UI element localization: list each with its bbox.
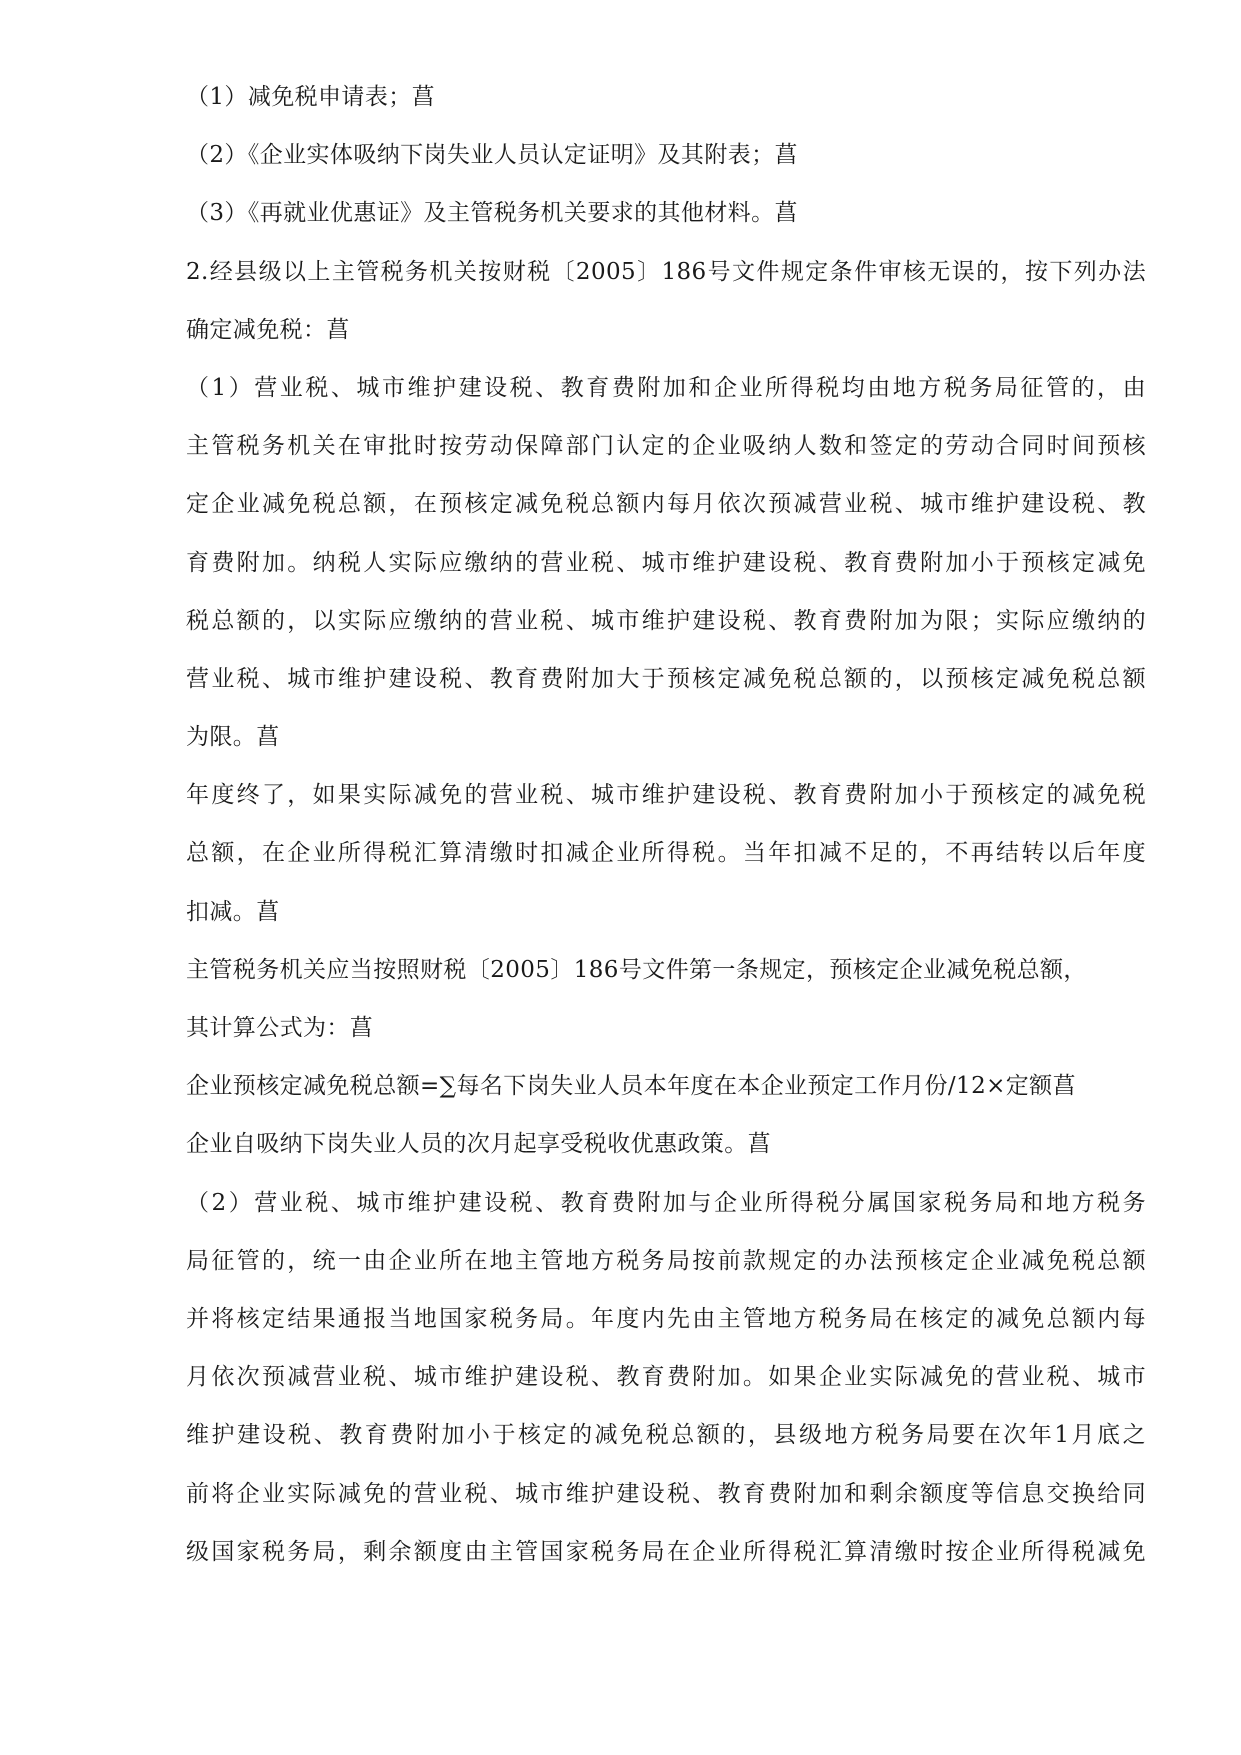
text-line: 定企业减免税总额，在预核定减免税总额内每月依次预减营业税、城市维护建设税、教 — [186, 491, 1146, 518]
text-line: 前将企业实际减免的营业税、城市维护建设税、教育费附加和剩余额度等信息交换给同 — [186, 1480, 1146, 1507]
text-line: 企业自吸纳下岗失业人员的次月起享受税收优惠政策。菖 — [186, 1131, 771, 1158]
text-line: 主管税务机关应当按照财税〔2005〕186号文件第一条规定，预核定企业减免税总额， — [186, 956, 1087, 983]
text-line: （1）减免税申请表；菖 — [186, 84, 436, 110]
text-line: 局征管的，统一由企业所在地主管地方税务局按前款规定的办法预核定企业减免税总额 — [186, 1247, 1146, 1274]
document-page — [186, 68, 1146, 1581]
text-line: 月依次预减营业税、城市维护建设税、教育费附加。如果企业实际减免的营业税、城市 — [186, 1364, 1146, 1391]
text-line: 育费附加。纳税人实际应缴纳的营业税、城市维护建设税、教育费附加小于预核定减免 — [186, 549, 1146, 576]
text-line: 总额，在企业所得税汇算清缴时扣减企业所得税。当年扣减不足的，不再结转以后年度 — [186, 840, 1146, 867]
text-line: 营业税、城市维护建设税、教育费附加大于预核定减免税总额的，以预核定减免税总额 — [186, 665, 1146, 692]
text-line: （2）营业税、城市维护建设税、教育费附加与企业所得税分属国家税务局和地方税务 — [186, 1189, 1146, 1216]
text-line: 税总额的，以实际应缴纳的营业税、城市维护建设税、教育费附加为限；实际应缴纳的 — [186, 607, 1146, 634]
text-line: （1）营业税、城市维护建设税、教育费附加和企业所得税均由地方税务局征管的，由 — [186, 374, 1146, 401]
text-line: 级国家税务局，剩余额度由主管国家税务局在企业所得税汇算清缴时按企业所得税减免 — [186, 1538, 1146, 1565]
text-line: 维护建设税、教育费附加小于核定的减免税总额的，县级地方税务局要在次年1月底之 — [186, 1422, 1146, 1449]
text-line: 确定减免税：菖 — [186, 316, 350, 343]
text-line: （3）《再就业优惠证》及主管税务机关要求的其他材料。菖 — [186, 200, 798, 227]
text-line: 其计算公式为：菖 — [186, 1015, 374, 1041]
text-line: 年度终了，如果实际减免的营业税、城市维护建设税、教育费附加小于预核定的减免税 — [186, 782, 1146, 809]
text-line: 主管税务机关在审批时按劳动保障部门认定的企业吸纳人数和签定的劳动合同时间预核 — [186, 433, 1146, 460]
text-line: 为限。菖 — [186, 724, 280, 751]
text-line: 扣减。菖 — [186, 898, 280, 925]
text-line: 并将核定结果通报当地国家税务局。年度内先由主管地方税务局在核定的减免总额内每 — [186, 1305, 1146, 1332]
text-line: （2）《企业实体吸纳下岗失业人员认定证明》及其附表；菖 — [186, 142, 798, 169]
formula-line: 企业预核定减免税总额=∑每名下岗失业人员本年度在本企业预定工作月份/12×定额菖 — [186, 1073, 1076, 1100]
text-line: 2.经县级以上主管税务机关按财税〔2005〕186号文件规定条件审核无误的，按下列办法 — [186, 258, 1146, 285]
